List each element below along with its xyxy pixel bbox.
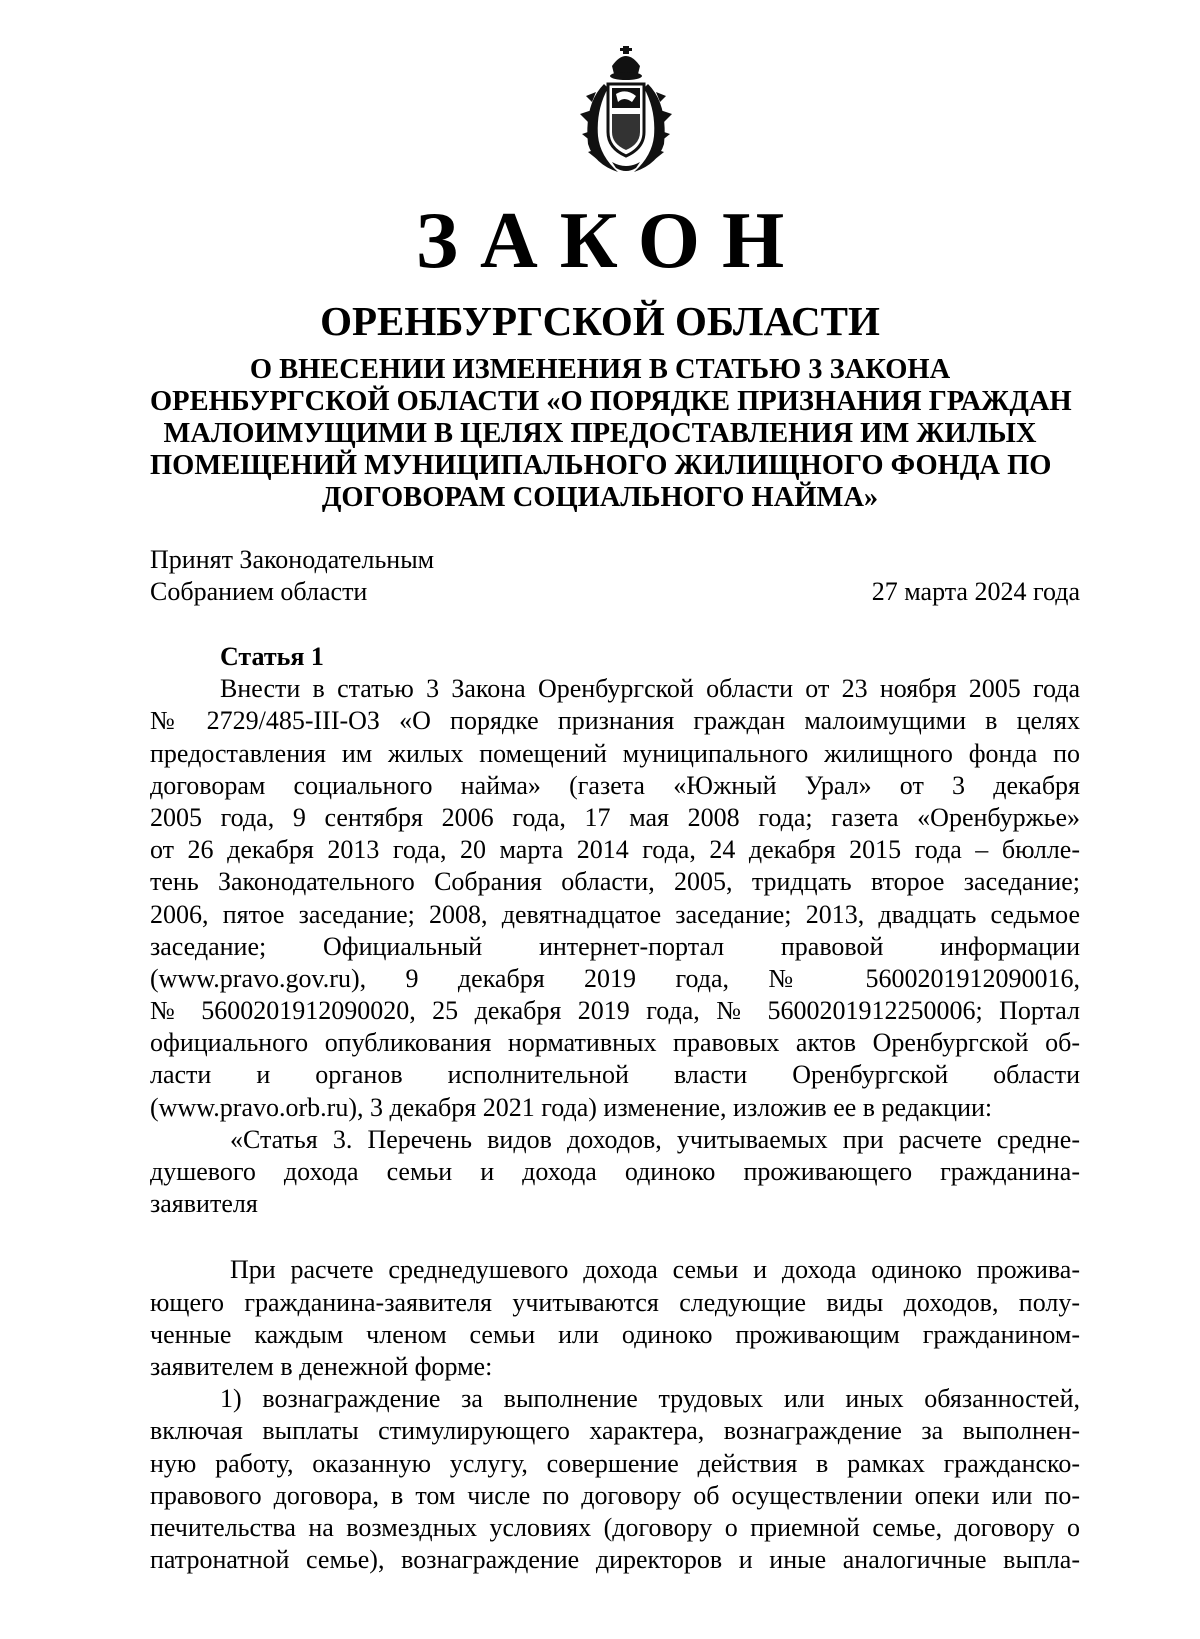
text-line: Внести в статью 3 Закона Оренбургской области от 23 ноября 2005 года	[220, 674, 1080, 704]
text-line: ласти и органов исполнительной власти Оренбургской области	[150, 1060, 1080, 1090]
list-item-line: 1) вознаграждение за выполнение трудовых или иных обязанностей,	[220, 1384, 1080, 1414]
article-heading: Статья 1	[220, 642, 324, 671]
list-item-line: правового договора, в том числе по договору об осуществлении опеки или по-	[150, 1480, 1080, 1510]
subject-line: ДОГОВОРАМ СОЦИАЛЬНОГО НАЙМА»	[321, 482, 879, 513]
text-line: заявителем в денежной форме:	[150, 1351, 493, 1381]
region-name: ОРЕНБУРГСКОЙ ОБЛАСТИ	[320, 298, 880, 344]
text-line: ченные каждым членом семьи или одиноко проживающим гражданином-	[150, 1319, 1080, 1349]
law-subject	[150, 354, 1072, 514]
text-line: предоставления им жилых помещений муниципального жилищного фонда по	[150, 738, 1080, 768]
paragraph-gap	[150, 1220, 1080, 1254]
subject-line: ОРЕНБУРГСКОЙ ОБЛАСТИ «О ПОРЯДКЕ ПРИЗНАНИЯ ГРАЖДАН	[150, 386, 1072, 417]
text-line: № 2729/485-III-ОЗ «О порядке признания граждан малоимущими в целях	[150, 706, 1080, 736]
article-body	[150, 641, 1080, 1576]
adoption-line: Принят Законодательным	[150, 545, 435, 574]
document-title: ЗАКОН	[415, 197, 807, 285]
text-line: ющего гражданина-заявителя учитываются следующие виды доходов, полу-	[150, 1287, 1080, 1317]
text-line: (www.pravo.orb.ru), 3 декабря 2021 года) изменение, изложив ее в редакции:	[150, 1092, 993, 1122]
coat-of-arms-icon	[574, 44, 678, 176]
adoption-line: Собранием области	[150, 577, 368, 606]
quote-heading-line: душевого дохода семьи и дохода одиноко проживающего гражданина-	[150, 1157, 1080, 1186]
subject-line: О ВНЕСЕНИИ ИЗМЕНЕНИЯ В СТАТЬЮ 3 ЗАКОНА	[249, 354, 951, 385]
text-line: тень Законодательного Собрания области, 2005, тридцать второе заседание;	[150, 867, 1080, 897]
quote-heading-line: «Статья 3. Перечень видов доходов, учитываемых при расчете средне-	[230, 1124, 1080, 1154]
text-line: 2006, пятое заседание; 2008, девятнадцатое заседание; 2013, двадцать седьмое	[150, 899, 1080, 929]
text-line: При расчете среднедушевого дохода семьи и дохода одиноко прожива-	[230, 1255, 1080, 1285]
text-line: (www.pravo.gov.ru), 9 декабря 2019 года, № 5600201912090016,	[150, 963, 1080, 993]
text-line: заседание; Официальный интернет-портал правовой информации	[150, 931, 1080, 961]
text-line: от 26 декабря 2013 года, 20 марта 2014 года, 24 декабря 2015 года – бюлле-	[150, 835, 1080, 865]
adoption-info	[150, 544, 434, 608]
quote-heading-line: заявителя	[150, 1189, 258, 1219]
text-line: официального опубликования нормативных правовых актов Оренбургской об-	[150, 1028, 1080, 1058]
subject-line: МАЛОИМУЩИМИ В ЦЕЛЯХ ПРЕДОСТАВЛЕНИЯ ИМ ЖИЛЫХ	[163, 418, 1037, 449]
list-item-line: патронатной семье), вознаграждение директоров и иные аналогичные выпла-	[150, 1545, 1080, 1575]
text-line: № 5600201912090020, 25 декабря 2019 года, № 5600201912250006; Портал	[150, 996, 1080, 1026]
list-item-line: печительства на возмездных условиях (договору о приемной семье, договору о	[150, 1512, 1080, 1542]
text-line: договорам социального найма» (газета «Южный Урал» от 3 декабря	[150, 770, 1080, 800]
list-item-line: ную работу, оказанную услугу, совершение действия в рамках гражданско-	[150, 1448, 1080, 1478]
adoption-date: 27 марта 2024 года	[871, 577, 1080, 606]
text-line: 2005 года, 9 сентября 2006 года, 17 мая 2008 года; газета «Оренбуржье»	[150, 802, 1080, 832]
list-item-line: включая выплаты стимулирующего характера, вознаграждение за выполнен-	[150, 1416, 1080, 1446]
subject-line: ПОМЕЩЕНИЙ МУНИЦИПАЛЬНОГО ЖИЛИЩНОГО ФОНДА ПО	[150, 450, 1052, 481]
